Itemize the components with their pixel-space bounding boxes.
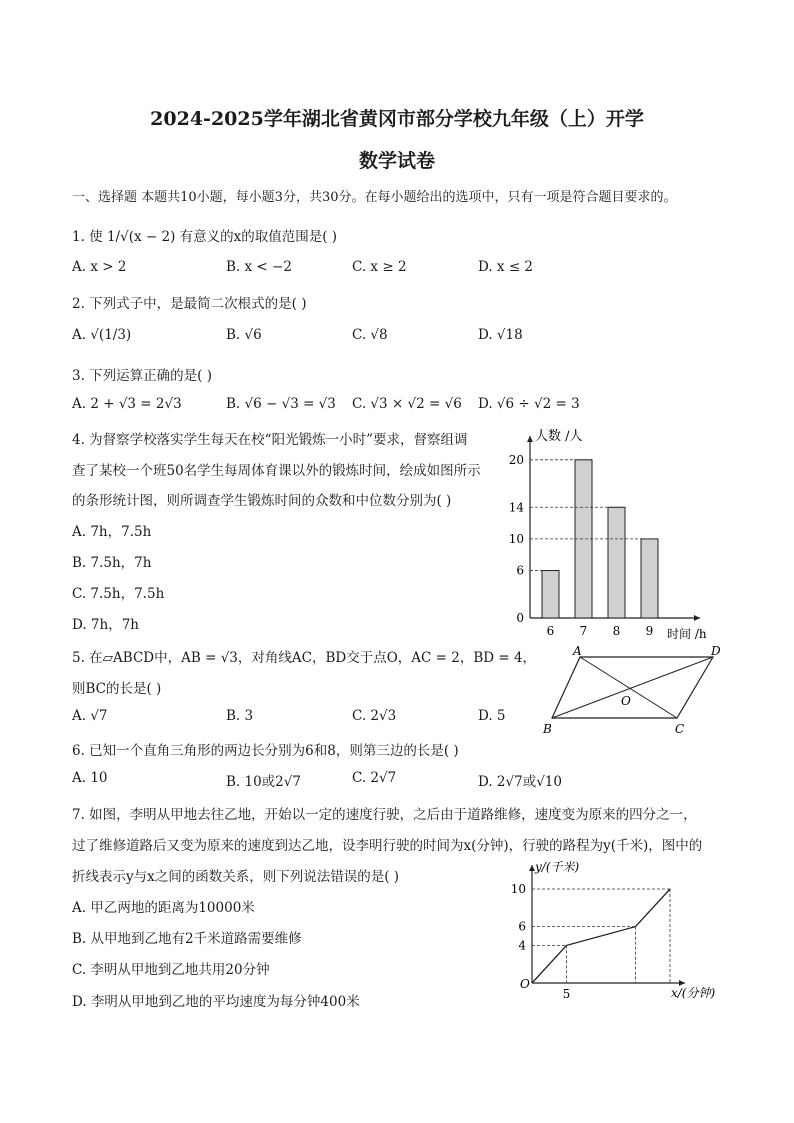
- question-4-option-a[interactable]: A. 7h，7.5h: [72, 524, 152, 540]
- line-chart-origin-label: O: [520, 977, 530, 991]
- question-3-option-b[interactable]: B. √6 − √3 = √3: [226, 396, 336, 412]
- bar-chart-x-label: 时间 /h: [667, 627, 707, 640]
- bar-chart-bar: [608, 507, 625, 618]
- bar-chart-y-tick-label: 6: [516, 563, 524, 578]
- bar-chart-y-arrow: [527, 436, 533, 442]
- question-4-stem-line1: 4. 为督察学校落实学生每天在校“阳光锻炼一小时”要求，督察组调: [72, 432, 468, 448]
- question-3-option-a[interactable]: A. 2 + √3 = 2√3: [72, 396, 182, 412]
- question-7-stem-line2: 过了维修道路后又变为原来的速度到达乙地，设李明行驶的时间为x(分钟)，行驶的路程为y(千米)，图中的: [72, 838, 703, 854]
- exam-title-line1: 2024-2025学年湖北省黄冈市部分学校九年级（上）开学: [150, 108, 644, 130]
- question-6-option-d[interactable]: D. 2√7或√10: [478, 774, 562, 790]
- vertex-label-b: B: [543, 722, 552, 736]
- question-7-option-a[interactable]: A. 甲乙两地的距离为10000米: [72, 900, 255, 916]
- question-1-option-c[interactable]: C. x ≥ 2: [352, 259, 407, 275]
- bar-chart-bar: [641, 539, 658, 618]
- question-3-stem: 3. 下列运算正确的是( ): [72, 368, 212, 384]
- question-5-option-c[interactable]: C. 2√3: [352, 708, 397, 724]
- bar-chart: [500, 420, 730, 640]
- question-5-stem-line2: 则BC的长是( ): [72, 681, 162, 697]
- vertex-label-c: C: [675, 722, 685, 736]
- question-4-option-b[interactable]: B. 7.5h，7h: [72, 555, 152, 571]
- question-2-stem: 2. 下列式子中，是最简二次根式的是( ): [72, 296, 307, 312]
- line-chart-series-line: [532, 889, 670, 983]
- bar-chart-y-tick-label: 14: [508, 500, 524, 515]
- line-chart-y-tick-label: 6: [518, 919, 526, 934]
- line-chart-x-tick-label: 5: [562, 987, 571, 1001]
- question-5-option-b[interactable]: B. 3: [226, 708, 254, 724]
- question-2-option-a[interactable]: A. √(1/3): [72, 327, 132, 343]
- bar-chart-x-tick-label: 6: [546, 624, 555, 638]
- question-6-stem: 6. 已知一个直角三角形的两边长分别为6和8，则第三边的长是( ): [72, 743, 459, 759]
- section-heading: 一、选择题 本题共10小题，每小题3分，共30分。在每小题给出的选项中，只有一项是符合题目要求的。: [72, 190, 677, 205]
- question-7-stem-line1: 7. 如图，李明从甲地去往乙地，开始以一定的速度行驶，之后由于道路维修，速度变为原来的四分之一，: [72, 807, 697, 823]
- bar-chart-y-tick-label: 0: [516, 611, 524, 625]
- question-1-option-d[interactable]: D. x ≤ 2: [478, 259, 534, 275]
- bar-chart-y-tick-label: 20: [508, 452, 524, 467]
- bar-chart-y-label: 人数 /人: [535, 429, 583, 444]
- question-2-option-c[interactable]: C. √8: [352, 327, 388, 343]
- exam-title-line2: 数学试卷: [358, 150, 435, 172]
- question-4-option-c[interactable]: C. 7.5h，7.5h: [72, 586, 165, 602]
- line-chart-y-tick-label: 10: [510, 882, 526, 896]
- question-4-stem-line3: 的条形统计图，则所调查学生锻炼时间的众数和中位数分别为( ): [72, 493, 452, 509]
- question-5-stem-line1: 5. 在▱ABCD中，AB = √3，对角线AC，BD交于点O，AC = 2，BD = 4，: [72, 650, 537, 666]
- question-2-option-d[interactable]: D. √18: [478, 327, 523, 343]
- bar-chart-x-tick-label: 9: [645, 624, 654, 638]
- parallelogram-figure: [535, 645, 735, 740]
- question-4-stem-line2: 查了某校一个班50名学生每周体育课以外的锻炼时间，绘成如图所示: [72, 463, 481, 479]
- line-chart-y-tick-label: 4: [518, 938, 526, 953]
- question-1-option-a[interactable]: A. x > 2: [72, 259, 127, 275]
- vertex-label-a: A: [573, 645, 582, 658]
- question-2-option-b[interactable]: B. √6: [226, 327, 262, 343]
- question-6-option-a[interactable]: A. 10: [72, 770, 108, 786]
- question-3-option-d[interactable]: D. √6 ÷ √2 = 3: [478, 396, 580, 412]
- question-7-option-c[interactable]: C. 李明从甲地到乙地共用20分钟: [72, 962, 270, 978]
- question-7-option-d[interactable]: D. 李明从甲地到乙地的平均速度为每分钟400米: [72, 994, 360, 1010]
- question-1-option-b[interactable]: B. x < −2: [226, 259, 292, 275]
- question-5-option-a[interactable]: A. √7: [72, 708, 108, 724]
- question-7-option-b[interactable]: B. 从甲地到乙地有2千米道路需要维修: [72, 931, 302, 947]
- bar-chart-x-arrow: [694, 615, 700, 621]
- bar-chart-x-tick-label: 8: [612, 624, 621, 638]
- question-7-stem-line3: 折线表示y与x之间的函数关系，则下列说法错误的是( ): [72, 869, 400, 885]
- line-chart-y-label: y/(千米): [535, 860, 580, 874]
- bar-chart-x-tick-label: 7: [579, 624, 588, 638]
- question-1-stem: 1. 使 1/√(x − 2) 有意义的x的取值范围是( ): [72, 229, 338, 245]
- vertex-label-d: D: [711, 645, 721, 658]
- question-3-option-c[interactable]: C. √3 × √2 = √6: [352, 396, 462, 412]
- point-label-o: O: [621, 694, 631, 708]
- bar-chart-y-tick-label: 10: [508, 531, 524, 546]
- line-chart: [505, 855, 730, 1005]
- question-5-option-d[interactable]: D. 5: [478, 708, 506, 724]
- line-chart-x-label: x/(分钟): [671, 986, 716, 1000]
- question-6-option-c[interactable]: C. 2√7: [352, 770, 397, 786]
- bar-chart-bar: [542, 571, 559, 618]
- diagonal-ac: [580, 657, 677, 718]
- question-6-option-b[interactable]: B. 10或2√7: [226, 774, 301, 790]
- question-4-option-d[interactable]: D. 7h，7h: [72, 617, 139, 633]
